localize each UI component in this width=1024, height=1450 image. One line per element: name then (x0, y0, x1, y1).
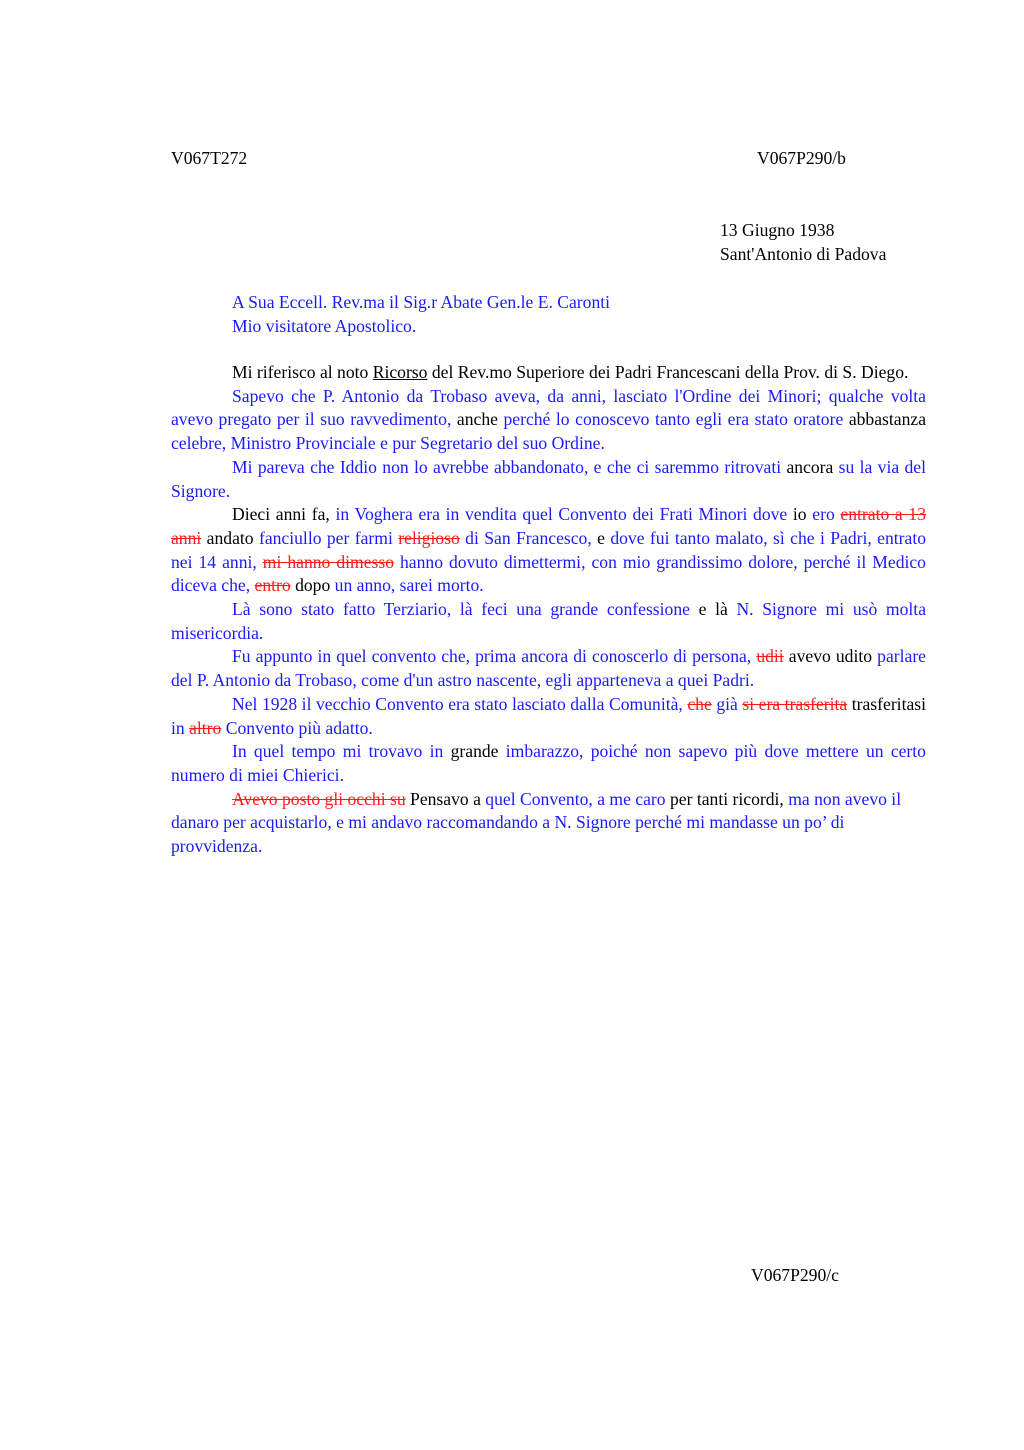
text-run: su la via del Signore. (171, 456, 926, 501)
text-run: dove fui tanto malato, sì che i Padri, entrato nei 14 anni, (171, 527, 927, 572)
text-run: Fu appunto in quel convento che, prima ancora di conoscerlo di persona, (232, 646, 757, 667)
text-run: e là (698, 599, 737, 620)
deleted-text: si era trasferita (742, 693, 848, 714)
text-run: perché lo conoscevo tanto egli era stato oratore (503, 409, 849, 430)
paragraph (171, 503, 926, 598)
text-run: Nel 1928 il vecchio Convento era stato lasciato dalla Comunità, (232, 693, 688, 714)
text-run: dopo (290, 575, 335, 596)
text-run: Dieci anni fa, (232, 504, 336, 525)
text-run: in (171, 717, 190, 738)
text-run: Ricorso (372, 362, 428, 382)
text-run: del Rev.mo Superiore dei Padri Francescani della Prov. di S. Diego. (427, 362, 909, 382)
text-run: già (711, 693, 743, 714)
document-code-left: V067T272 (171, 148, 248, 168)
letter-body (171, 361, 926, 859)
text-run: avevo udito (783, 646, 878, 667)
text-run: hanno dovuto dimettermi, con mio grandissimo dolore, perché il Medico diceva che, (171, 551, 926, 596)
text-run: di San Francesco, (459, 527, 598, 548)
text-run: In quel tempo mi trovavo in (232, 741, 451, 762)
text-run: Convento più adatto. (221, 717, 373, 738)
paragraph (171, 385, 926, 456)
text-run: imbarazzo, poiché non sapevo più dove mettere un certo numero di miei Chierici. (171, 741, 926, 785)
paragraph (171, 693, 926, 740)
deleted-text: mi hanno dimesso (262, 551, 395, 572)
text-run: trasferitasi (847, 693, 926, 714)
text-run: celebre, Ministro Provinciale e pur Segretario del suo Ordine. (171, 433, 605, 454)
text-run: Mi pareva che Iddio non lo avrebbe abbandonato, e che ci saremmo ritrovati (232, 456, 787, 477)
letter-place: Sant'Antonio di Padova (720, 244, 887, 264)
text-run: Là sono stato fatto Terziario, là feci una grande confessione (232, 599, 699, 620)
text-run: ero (812, 504, 841, 525)
text-run: per tanti ricordi, (669, 788, 789, 809)
paragraph (171, 598, 926, 645)
deleted-text: entro (254, 575, 291, 596)
paragraph (171, 456, 926, 503)
paragraph (171, 361, 926, 385)
deleted-text: che (687, 693, 712, 714)
text-run: andato (201, 527, 259, 548)
paragraph (171, 740, 926, 787)
text-run: Pensavo a (405, 788, 486, 809)
text-run: quel Convento, a me caro (485, 788, 670, 809)
page-footer-code: V067P290/c (751, 1265, 839, 1285)
paragraph (171, 645, 926, 692)
paragraph (171, 788, 926, 859)
text-run: ancora (786, 456, 839, 477)
deleted-text: Avevo posto gli occhi su (232, 788, 406, 809)
letter-date: 13 Giugno 1938 (720, 220, 835, 240)
text-run: io (792, 504, 813, 525)
text-run: grande (450, 741, 506, 762)
text-run: abbastanza (848, 409, 926, 430)
text-run: parlare del P. Antonio da Trobaso, come d'un astro nascente, egli apparteneva a quei Padri. (171, 646, 926, 691)
text-run: N. Signore mi usò molta misericordia. (171, 599, 927, 643)
deleted-text: altro (189, 717, 222, 738)
deleted-text: religioso (398, 527, 460, 548)
recipient-line-1: A Sua Eccell. Rev.ma il Sig.r Abate Gen.le E. Caronti (232, 292, 611, 312)
text-run: anche (456, 409, 504, 430)
recipient-line-2: Mio visitatore Apostolico. (232, 316, 417, 336)
deleted-text: udii (756, 646, 784, 667)
text-run: Mi riferisco al noto (232, 362, 373, 382)
text-run: Sapevo che P. Antonio da Trobaso aveva, da anni, lasciato l'Ordine dei Minori; qualche volta avevo pregato per il suo ravvedimento, (171, 385, 926, 430)
deleted-text: entrato a 13 anni (171, 504, 927, 548)
text-run: fanciullo per farmi (258, 527, 399, 548)
text-run: e (597, 527, 611, 548)
document-code-right: V067P290/b (757, 148, 846, 168)
text-run: un anno, sarei morto. (334, 575, 484, 596)
text-run: in Voghera era in vendita quel Convento dei Frati Minori dove (335, 504, 793, 525)
text-run: ma non avevo il danaro per acquistarlo, e mi andavo raccomandando a N. Signore perché mi mandasse un po’ di provvidenza. (171, 788, 902, 857)
